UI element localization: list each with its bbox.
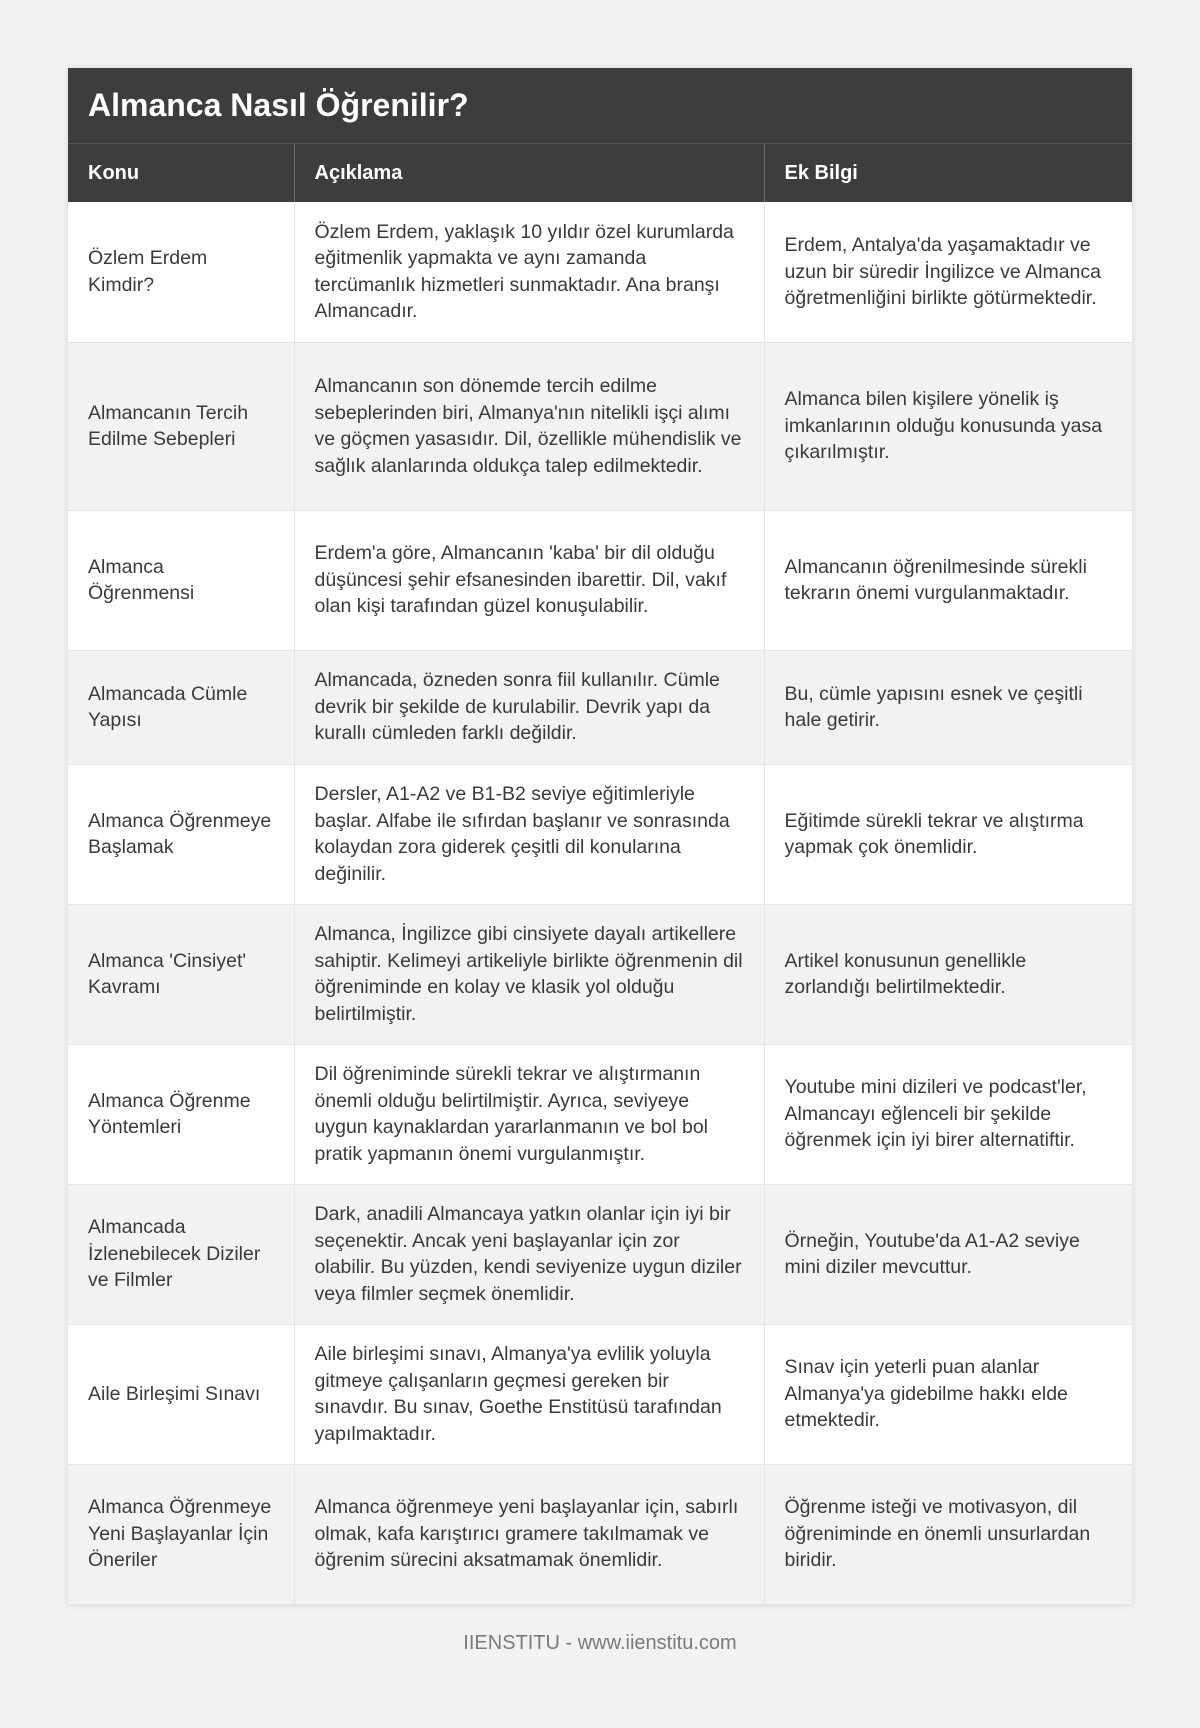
cell-topic: Almanca Öğrenmensi bbox=[68, 510, 294, 650]
cell-extra: Artikel konusunun genellikle zorlandığı belirtilmektedir. bbox=[764, 904, 1132, 1044]
footer-credit: IIENSTITU - www.iienstitu.com bbox=[463, 1632, 737, 1654]
cell-topic: Almanca 'Cinsiyet' Kavramı bbox=[68, 904, 294, 1044]
table-row bbox=[68, 510, 1132, 650]
content-card bbox=[68, 68, 1132, 1605]
cell-extra: Youtube mini dizileri ve podcast'ler, Almancayı eğlenceli bir şekilde öğrenmek için iyi birer alternatiftir. bbox=[764, 1044, 1132, 1184]
column-header-extra: Ek Bilgi bbox=[764, 144, 1132, 202]
cell-extra: Almancanın öğrenilmesinde sürekli tekrarın önemi vurgulanmaktadır. bbox=[764, 510, 1132, 650]
cell-description: Almanca, İngilizce gibi cinsiyete dayalı artikellere sahiptir. Kelimeyi artikeliyle birlikte öğrenmenin dil öğreniminde en kolay ve klasik yol olduğu belirtilmiştir. bbox=[294, 904, 764, 1044]
info-table bbox=[68, 144, 1132, 1605]
column-header-topic: Konu bbox=[68, 144, 294, 202]
table-row bbox=[68, 764, 1132, 904]
cell-extra: Sınav için yeterli puan alanlar Almanya'ya gidebilme hakkı elde etmektedir. bbox=[764, 1324, 1132, 1464]
cell-description: Aile birleşimi sınavı, Almanya'ya evlilik yoluyla gitmeye çalışanların geçmesi gereken bir sınavdır. Bu sınav, Goethe Enstitüsü tarafından yapılmaktadır. bbox=[294, 1324, 764, 1464]
cell-topic: Özlem Erdem Kimdir? bbox=[68, 202, 294, 342]
cell-description: Özlem Erdem, yaklaşık 10 yıldır özel kurumlarda eğitmenlik yapmakta ve aynı zamanda tercümanlık hizmetleri sunmaktadır. Ana branşı Almancadır. bbox=[294, 202, 764, 342]
cell-description: Dil öğreniminde sürekli tekrar ve alıştırmanın önemli olduğu belirtilmiştir. Ayrıca, seviyeye uygun kaynaklardan yararlanmanın ve bol bol pratik yapmanın önemi vurgulanmıştır. bbox=[294, 1044, 764, 1184]
table-row bbox=[68, 904, 1132, 1044]
table-header-row bbox=[68, 144, 1132, 202]
table-row bbox=[68, 1464, 1132, 1604]
column-header-description: Açıklama bbox=[294, 144, 764, 202]
cell-extra: Almanca bilen kişilere yönelik iş imkanlarının olduğu konusunda yasa çıkarılmıştır. bbox=[764, 342, 1132, 510]
cell-description: Erdem'a göre, Almancanın 'kaba' bir dil olduğu düşüncesi şehir efsanesinden ibarettir. Dil, vakıf olan kişi tarafından güzel konuşulabilir. bbox=[294, 510, 764, 650]
cell-topic: Almancanın Tercih Edilme Sebepleri bbox=[68, 342, 294, 510]
cell-topic: Almancada Cümle Yapısı bbox=[68, 650, 294, 764]
table-row bbox=[68, 1184, 1132, 1324]
cell-description: Almancanın son dönemde tercih edilme sebeplerinden biri, Almanya'nın nitelikli işçi alımı ve göçmen yasasıdır. Dil, özellikle mühendislik ve sağlık alanlarında oldukça talep edilmektedir. bbox=[294, 342, 764, 510]
cell-description: Almancada, özneden sonra fiil kullanılır. Cümle devrik bir şekilde de kurulabilir. Devrik yapı da kurallı cümleden farklı değildir. bbox=[294, 650, 764, 764]
table-row bbox=[68, 202, 1132, 342]
table-row bbox=[68, 1044, 1132, 1184]
cell-extra: Eğitimde sürekli tekrar ve alıştırma yapmak çok önemlidir. bbox=[764, 764, 1132, 904]
cell-extra: Örneğin, Youtube'da A1-A2 seviye mini diziler mevcuttur. bbox=[764, 1184, 1132, 1324]
cell-description: Dersler, A1-A2 ve B1-B2 seviye eğitimleriyle başlar. Alfabe ile sıfırdan başlanır ve sonrasında kolaydan zora giderek çeşitli dil konularına değinilir. bbox=[294, 764, 764, 904]
cell-topic: Aile Birleşimi Sınavı bbox=[68, 1324, 294, 1464]
cell-extra: Öğrenme isteği ve motivasyon, dil öğreniminde en önemli unsurlardan biridir. bbox=[764, 1464, 1132, 1604]
page-title: Almanca Nasıl Öğrenilir? bbox=[68, 68, 1132, 144]
cell-description: Dark, anadili Almancaya yatkın olanlar için iyi bir seçenektir. Ancak yeni başlayanlar için zor olabilir. Bu yüzden, kendi seviyenize uygun diziler veya filmler seçmek önemlidir. bbox=[294, 1184, 764, 1324]
table-row bbox=[68, 650, 1132, 764]
cell-extra: Erdem, Antalya'da yaşamaktadır ve uzun bir süredir İngilizce ve Almanca öğretmenliğini birlikte götürmektedir. bbox=[764, 202, 1132, 342]
cell-topic: Almancada İzlenebilecek Diziler ve Filmler bbox=[68, 1184, 294, 1324]
cell-topic: Almanca Öğrenmeye Başlamak bbox=[68, 764, 294, 904]
cell-description: Almanca öğrenmeye yeni başlayanlar için, sabırlı olmak, kafa karıştırıcı gramere takılmamak ve öğrenim sürecini aksatmamak önemlidir. bbox=[294, 1464, 764, 1604]
cell-extra: Bu, cümle yapısını esnek ve çeşitli hale getirir. bbox=[764, 650, 1132, 764]
cell-topic: Almanca Öğrenme Yöntemleri bbox=[68, 1044, 294, 1184]
table-row bbox=[68, 342, 1132, 510]
table-row bbox=[68, 1324, 1132, 1464]
cell-topic: Almanca Öğrenmeye Yeni Başlayanlar İçin Öneriler bbox=[68, 1464, 294, 1604]
